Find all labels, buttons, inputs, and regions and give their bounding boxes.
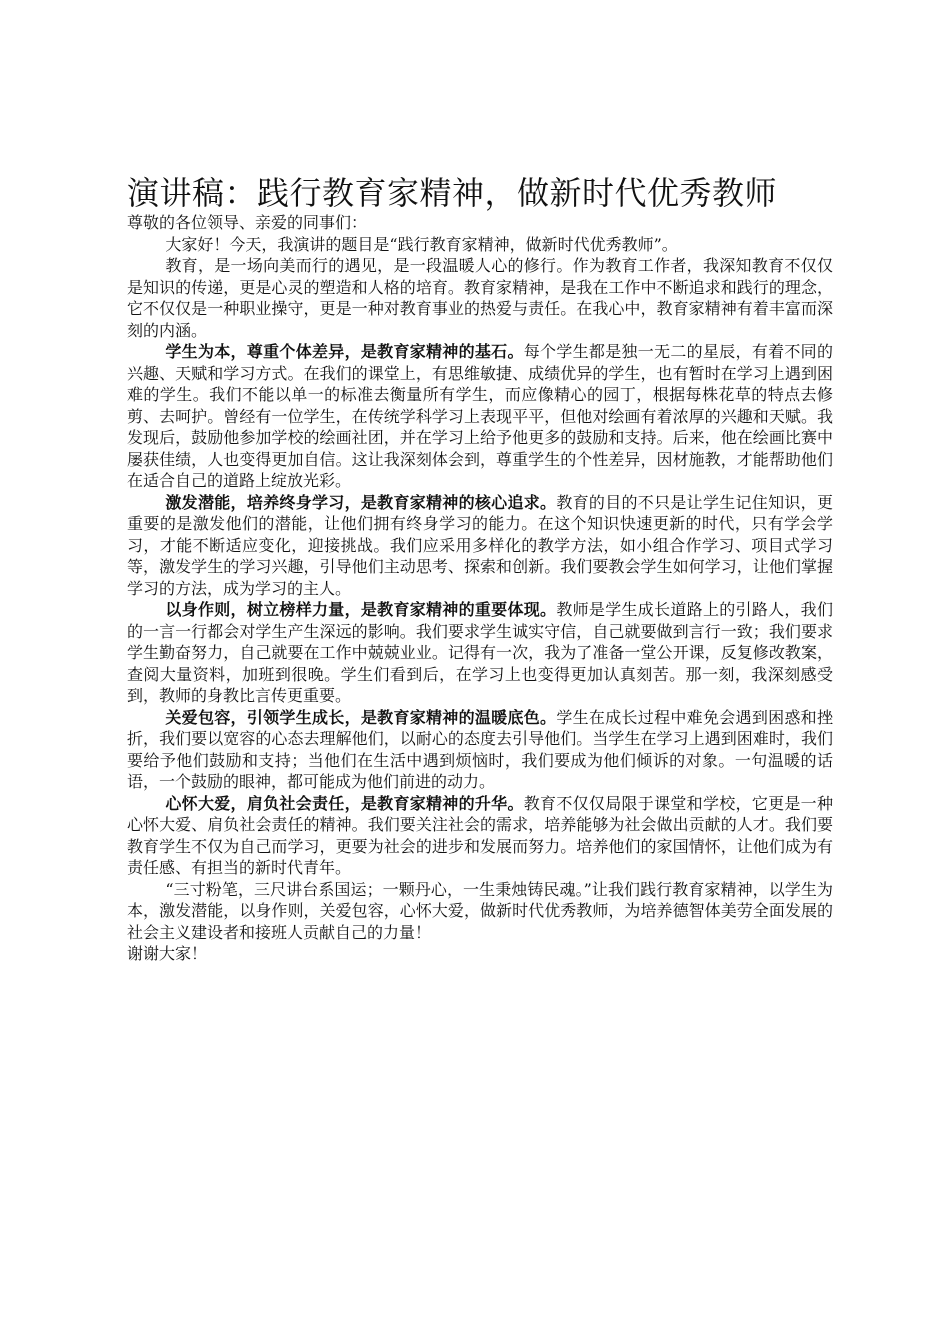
paragraph-lead: 关爱包容，引领学生成长，是教育家精神的温暖底色。 bbox=[165, 707, 557, 727]
paragraph-lifelong-learning bbox=[127, 492, 833, 600]
paragraph-lead: 激发潜能，培养终身学习，是教育家精神的核心追求。 bbox=[165, 492, 557, 512]
paragraph-text: 每个学生都是独一无二的星辰，有着不同的兴趣、天赋和学习方式。在我们的课堂上，有思维敏捷、成绩优异的学生，也有暂时在学习上遇到困难的学生。我们不能以单一的标准去衡量所有学生，而应像精心的园丁，根据每株花草的特点去修剪、去呵护。曾经有一位学生，在传统学科学习上表现平平，但他对绘画有着浓厚的兴趣和天赋。我发现后，鼓励他参加学校的绘画社团，并在学习上给予他更多的鼓励和支持。后来，他在绘画比赛中屡获佳绩，人也变得更加自信。这让我深刻体会到，尊重学生的个性差异，因材施教，才能帮助他们在适合自己的道路上绽放光彩。 bbox=[127, 342, 833, 490]
paragraph-text: 教育的目的不只是让学生记住知识，更重要的是激发他们的潜能，让他们拥有终身学习的能力。在这个知识快速更新的时代，只有学会学习，才能不断适应变化，迎接挑战。我们应采用多样化的教学方法，如小组合作学习、项目式学习等，激发学生的学习兴趣，引导他们主动思考、探索和创新。我们要教会学生如何学习，让他们掌握学习的方法，成为学习的主人。 bbox=[127, 492, 833, 598]
speech-body bbox=[127, 174, 833, 965]
paragraph-conclusion bbox=[127, 879, 833, 944]
paragraph-opening bbox=[127, 234, 833, 256]
paragraph-role-model bbox=[127, 599, 833, 707]
paragraph-text: 大家好！今天，我演讲的题目是“践行教育家精神，做新时代优秀教师”。 bbox=[165, 234, 678, 254]
paragraph-student-centered bbox=[127, 341, 833, 492]
paragraph-text: 教育不仅仅局限于课堂和学校，它更是一种心怀大爱、肩负社会责任的精神。我们要关注社会的需求，培养能够为社会做出贡献的人才。我们要教育学生不仅为自己而学习，更要为社会的进步和发展而努力。培养他们的家国情怀，让他们成为有责任感、有担当的新时代青年。 bbox=[127, 793, 833, 877]
paragraph-lead: 学生为本，尊重个体差异，是教育家精神的基石。 bbox=[165, 342, 524, 361]
paragraph-text: 学生在成长过程中难免会遇到困惑和挫折，我们要以宽容的心态去理解他们，以耐心的态度去引导他们。当学生在学习上遇到困难时，我们要给予他们鼓励和支持；当他们在生活中遇到烦恼时，我们要成为他们倾诉的对象。一句温暖的话语，一个鼓励的眼神，都可能成为他们前进的动力。 bbox=[127, 707, 833, 791]
paragraph-social-responsibility bbox=[127, 793, 833, 879]
closing-thanks: 谢谢大家！ bbox=[127, 944, 208, 963]
paragraph-care-tolerance bbox=[127, 707, 833, 793]
paragraph-text: “三寸粉笔，三尺讲台系国运；一颗丹心，一生秉烛铸民魂。”让我们践行教育家精神，以学生为本，激发潜能，以身作则，关爱包容，心怀大爱，做新时代优秀教师，为培养德智体美劳全面发展的社会主义建设者和接班人贡献自己的力量！ bbox=[127, 879, 833, 942]
paragraph-lead: 以身作则，树立榜样力量，是教育家精神的重要体现。 bbox=[165, 600, 557, 619]
paragraph-text: 教师是学生成长道路上的引路人，我们的一言一行都会对学生产生深远的影响。我们要求学生诚实守信，自己就要做到言行一致；我们要求学生勤奋努力，自己就要在工作中兢兢业业。记得有一次，我为了准备一堂公开课，反复修改教案，查阅大量资料，加班到很晚。学生们看到后，在学习上也变得更加认真刻苦。那一刻，我深刻感受到，教师的身教比言传更重要。 bbox=[127, 600, 833, 705]
paragraph-text: 教育，是一场向美而行的遇见，是一段温暖人心的修行。作为教育工作者，我深知教育不仅仅是知识的传递，更是心灵的塑造和人格的培育。教育家精神，是我在工作中不断追求和践行的理念，它不仅仅是一种职业操守，更是一种对教育事业的热爱与责任。在我心中，教育家精神有着丰富而深刻的内涵。 bbox=[127, 256, 833, 340]
paragraph-lead: 心怀大爱，肩负社会责任，是教育家精神的升华。 bbox=[165, 793, 524, 813]
paragraph-intro bbox=[127, 255, 833, 341]
salutation: 尊敬的各位领导、亲爱的同事们： bbox=[127, 213, 368, 232]
speech-title: 演讲稿：践行教育家精神，做新时代优秀教师 bbox=[127, 174, 778, 212]
